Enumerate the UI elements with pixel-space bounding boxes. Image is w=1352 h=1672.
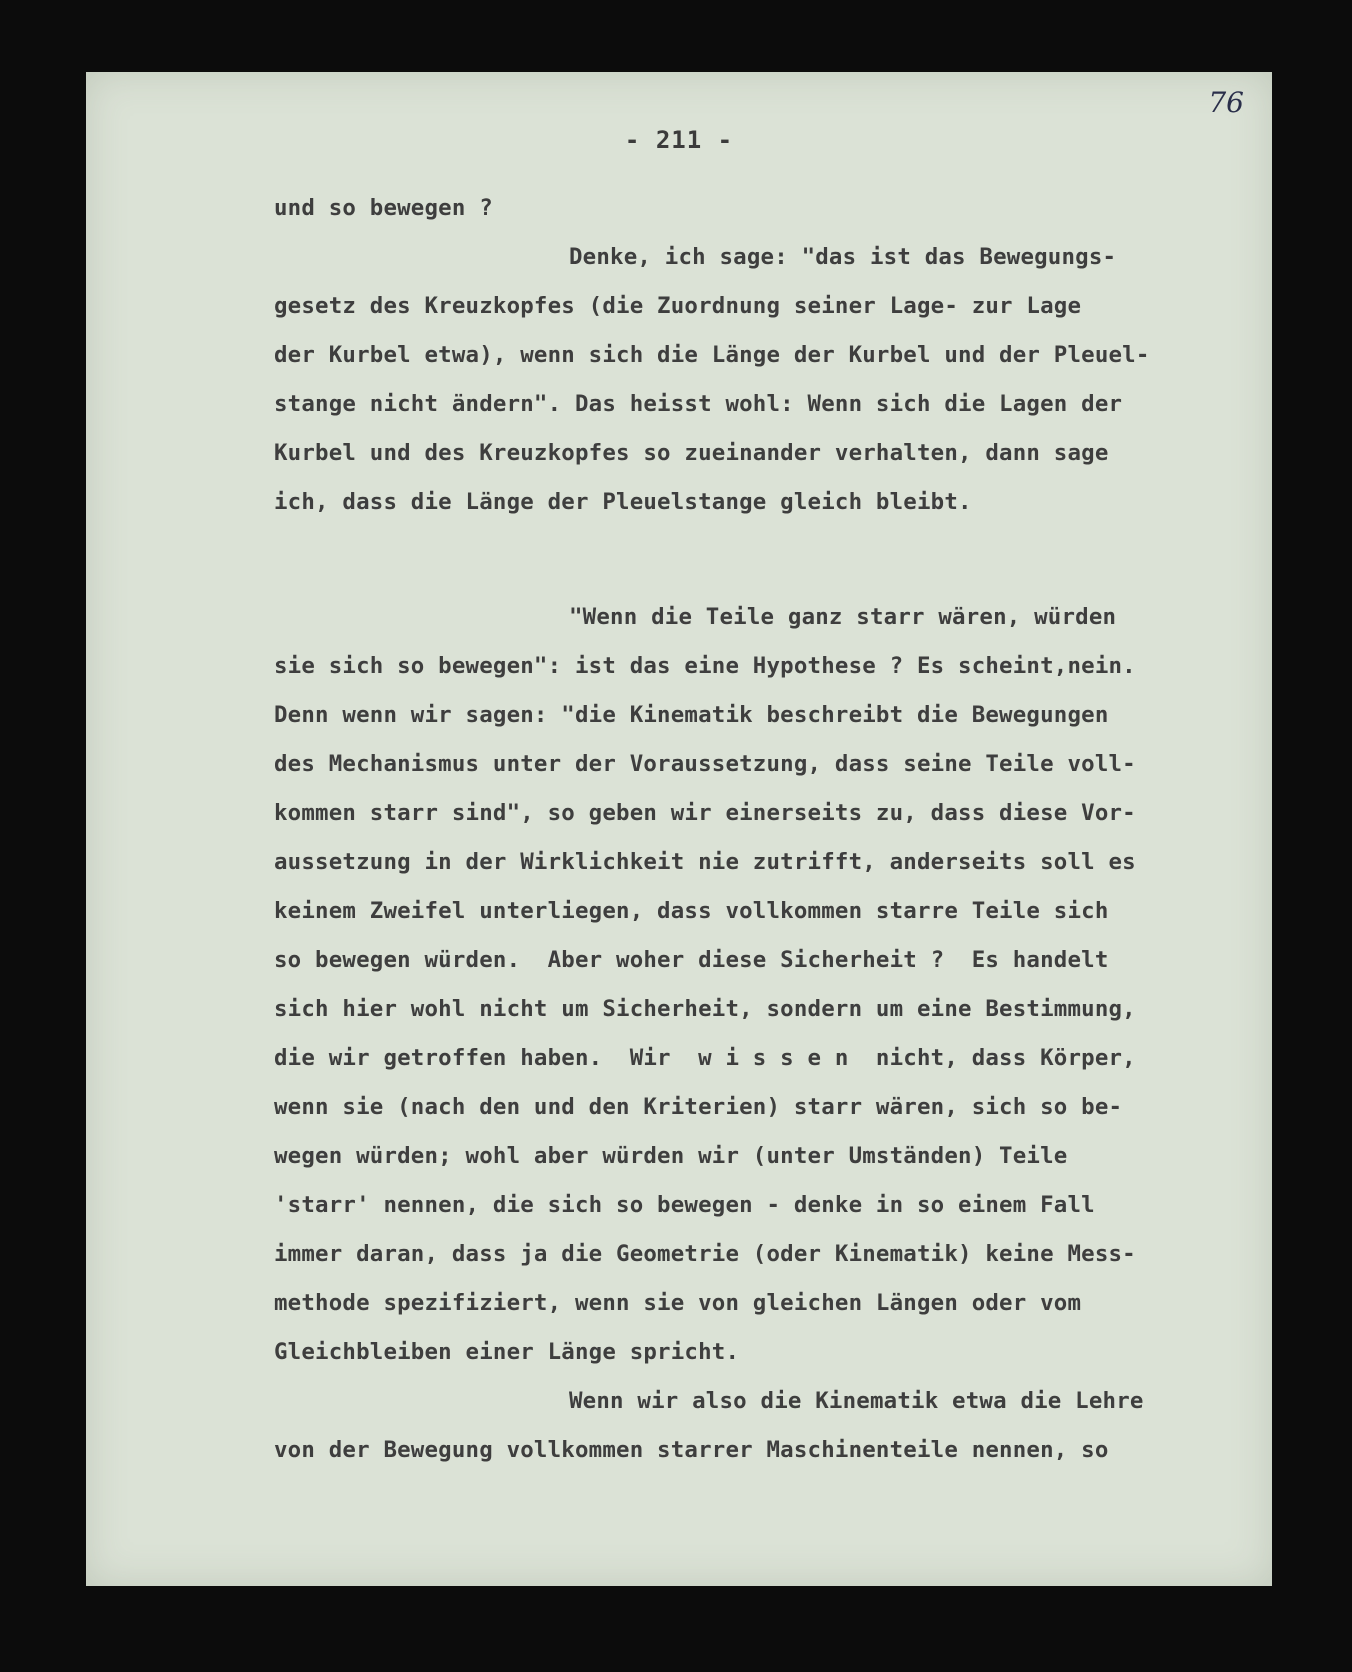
paragraph <box>274 184 1234 233</box>
text-line: Denn wenn wir sagen: "die Kinematik beschreibt die Bewegungen <box>274 702 1109 728</box>
text-line: des Mechanismus unter der Voraussetzung, dass seine Teile voll- <box>274 751 1136 777</box>
text-line: sich hier wohl nicht um Sicherheit, sondern um eine Bestimmung, <box>274 996 1136 1022</box>
paragraph <box>274 233 1234 527</box>
text-line: und so bewegen ? <box>274 195 493 221</box>
typed-text-body <box>274 184 1234 1475</box>
text-line: von der Bewegung vollkommen starrer Maschinenteile nennen, so <box>274 1437 1109 1463</box>
text-line: kommen starr sind", so geben wir einerseits zu, dass diese Vor- <box>274 800 1136 826</box>
text-line: immer daran, dass ja die Geometrie (oder Kinematik) keine Mess- <box>274 1241 1136 1267</box>
typescript-page <box>86 72 1272 1586</box>
text-line: aussetzung in der Wirklichkeit nie zutrifft, anderseits soll es <box>274 849 1136 875</box>
text-line: stange nicht ändern". Das heisst wohl: Wenn sich die Lagen der <box>274 391 1123 417</box>
text-line: wenn sie (nach den und den Kriterien) starr wären, sich so be- <box>274 1094 1123 1120</box>
text-line: sie sich so bewegen": ist das eine Hypothese ? Es scheint,nein. <box>274 653 1136 679</box>
text-line: Wenn wir also die Kinematik etwa die Lehre <box>569 1388 1144 1414</box>
text-line: Denke, ich sage: "das ist das Bewegungs- <box>569 244 1117 270</box>
text-line: ich, dass die Länge der Pleuelstange gleich bleibt. <box>274 489 972 515</box>
text-line: "Wenn die Teile ganz starr wären, würden <box>569 604 1117 630</box>
text-line: Gleichbleiben einer Länge spricht. <box>274 1339 740 1365</box>
paragraph-gap <box>274 527 1234 593</box>
paragraph <box>274 593 1234 1377</box>
text-line: der Kurbel etwa), wenn sich die Länge der Kurbel und der Pleuel- <box>274 342 1150 368</box>
text-line: 'starr' nennen, die sich so bewegen - denke in so einem Fall <box>274 1192 1095 1218</box>
text-line: wegen würden; wohl aber würden wir (unter Umständen) Teile <box>274 1143 1068 1169</box>
text-line: Kurbel und des Kreuzkopfes so zueinander verhalten, dann sage <box>274 440 1109 466</box>
text-line: keinem Zweifel unterliegen, dass vollkommen starre Teile sich <box>274 898 1109 924</box>
text-line: gesetz des Kreuzkopfes (die Zuordnung seiner Lage- zur Lage <box>274 293 1082 319</box>
text-line: so bewegen würden. Aber woher diese Sicherheit ? Es handelt <box>274 947 1109 973</box>
handwritten-folio-number: 76 <box>1208 86 1244 119</box>
paragraph <box>274 1377 1234 1475</box>
text-line: die wir getroffen haben. Wir w i s s e n nicht, dass Körper, <box>274 1045 1136 1071</box>
page-number: - 211 - <box>624 126 734 154</box>
text-line: methode spezifiziert, wenn sie von gleichen Längen oder vom <box>274 1290 1082 1316</box>
